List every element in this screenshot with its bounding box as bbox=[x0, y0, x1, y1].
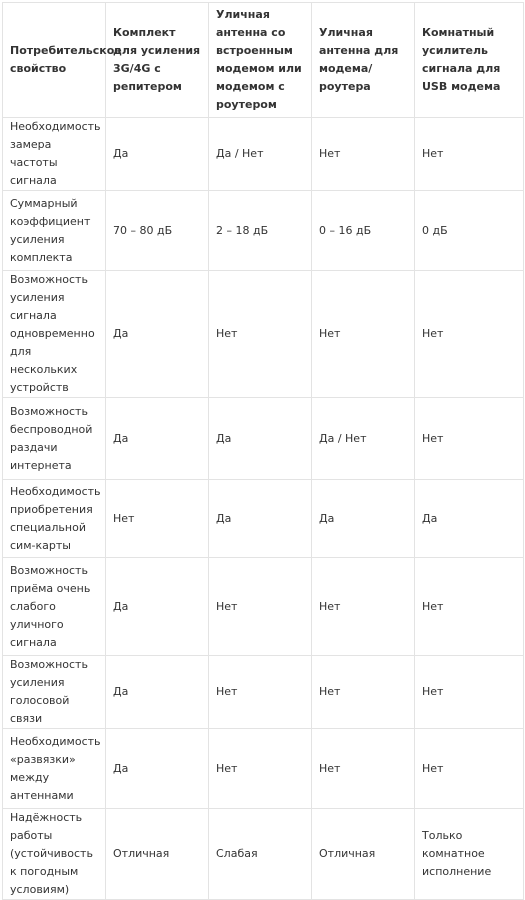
row-value-cell: Нет bbox=[209, 729, 312, 809]
row-value-cell: Да bbox=[415, 480, 524, 558]
row-value-cell: Да bbox=[106, 118, 209, 191]
row-value-cell: Нет bbox=[415, 729, 524, 809]
row-value-cell: Нет bbox=[415, 656, 524, 729]
row-value-cell: Нет bbox=[415, 398, 524, 480]
column-header-antenna-for-modem: Уличная антенна для модема/ роутера bbox=[312, 3, 415, 118]
row-value-cell: Нет bbox=[209, 558, 312, 656]
row-value-cell: Нет bbox=[312, 118, 415, 191]
row-value-cell: 0 дБ bbox=[415, 191, 524, 271]
row-value-cell: Нет bbox=[415, 118, 524, 191]
column-header-indoor-amplifier: Комнатный усилитель сигнала для USB модема bbox=[415, 3, 524, 118]
row-property-cell: Возможность усиления сигнала одновременно для нескольких устройств bbox=[3, 271, 106, 398]
row-value-cell: Нет bbox=[415, 271, 524, 398]
row-value-cell: Да bbox=[106, 729, 209, 809]
row-value-cell: Нет bbox=[312, 729, 415, 809]
column-header-repeater-kit: Комплект для усиления 3G/4G с репитером bbox=[106, 3, 209, 118]
comparison-table bbox=[2, 2, 524, 900]
table-row bbox=[3, 480, 524, 558]
table-row bbox=[3, 729, 524, 809]
row-value-cell: Слабая bbox=[209, 809, 312, 900]
row-value-cell: Да bbox=[209, 480, 312, 558]
row-property-cell: Возможность усиления голосовой связи bbox=[3, 656, 106, 729]
row-property-cell: Необходимость замера частоты сигнала bbox=[3, 118, 106, 191]
row-value-cell: Нет bbox=[415, 558, 524, 656]
row-value-cell: Нет bbox=[312, 271, 415, 398]
row-property-cell: Необходимость приобретения специальной сим-карты bbox=[3, 480, 106, 558]
row-property-cell: Возможность беспроводной раздачи интернета bbox=[3, 398, 106, 480]
row-value-cell: Да bbox=[209, 398, 312, 480]
row-value-cell: Да bbox=[312, 480, 415, 558]
row-property-cell: Возможность приёма очень слабого уличного сигнала bbox=[3, 558, 106, 656]
row-value-cell: Отличная bbox=[312, 809, 415, 900]
row-value-cell: Да / Нет bbox=[209, 118, 312, 191]
row-value-cell: Да / Нет bbox=[312, 398, 415, 480]
table-row bbox=[3, 271, 524, 398]
row-value-cell: Нет bbox=[106, 480, 209, 558]
table-row bbox=[3, 809, 524, 900]
row-value-cell: 2 – 18 дБ bbox=[209, 191, 312, 271]
row-value-cell: 0 – 16 дБ bbox=[312, 191, 415, 271]
row-value-cell: Нет bbox=[312, 558, 415, 656]
row-property-cell: Суммарный коэффициент усиления комплекта bbox=[3, 191, 106, 271]
table-header-row bbox=[3, 3, 524, 118]
column-header-antenna-with-modem: Уличная антенна со встроенным модемом или модемом с роутером bbox=[209, 3, 312, 118]
row-property-cell: Необходимость «развязки» между антеннами bbox=[3, 729, 106, 809]
column-header-property: Потребительское свойство bbox=[3, 3, 106, 118]
row-value-cell: Да bbox=[106, 558, 209, 656]
comparison-table-container bbox=[2, 2, 523, 900]
row-value-cell: Да bbox=[106, 398, 209, 480]
table-row bbox=[3, 656, 524, 729]
row-value-cell: Да bbox=[106, 656, 209, 729]
table-row bbox=[3, 191, 524, 271]
row-value-cell: Да bbox=[106, 271, 209, 398]
row-value-cell: Нет bbox=[209, 271, 312, 398]
row-value-cell: Нет bbox=[312, 656, 415, 729]
table-row bbox=[3, 118, 524, 191]
row-value-cell: Нет bbox=[209, 656, 312, 729]
row-value-cell: Только комнатное исполнение bbox=[415, 809, 524, 900]
row-value-cell: Отличная bbox=[106, 809, 209, 900]
table-row bbox=[3, 558, 524, 656]
row-value-cell: 70 – 80 дБ bbox=[106, 191, 209, 271]
table-row bbox=[3, 398, 524, 480]
row-property-cell: Надёжность работы (устойчивость к погодным условиям) bbox=[3, 809, 106, 900]
